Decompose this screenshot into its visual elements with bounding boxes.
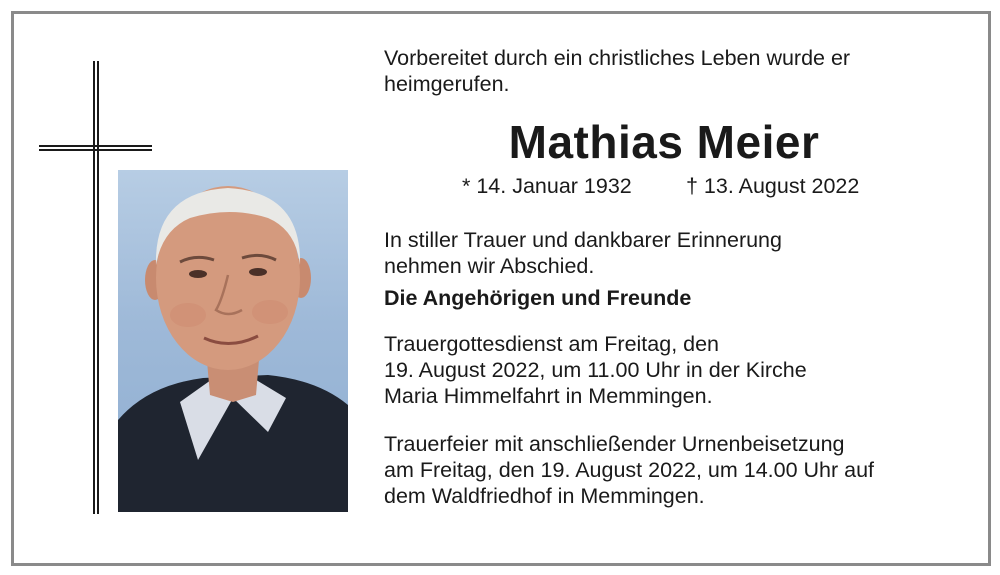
burial-line: am Freitag, den 19. August 2022, um 14.00 Uhr auf (384, 458, 875, 482)
portrait-photo (118, 170, 348, 512)
family-signature: Die Angehörigen und Freunde (384, 286, 692, 310)
burial-line: Trauerfeier mit anschließender Urnenbeisetzung (384, 432, 845, 456)
intro-line: heimgerufen. (384, 72, 510, 96)
intro-text (384, 45, 974, 97)
mourning-line: In stiller Trauer und dankbarer Erinnerung (384, 228, 782, 252)
cross-icon (96, 61, 98, 514)
service-text (384, 331, 974, 409)
service-line: Trauergottesdienst am Freitag, den (384, 332, 720, 356)
service-line: 19. August 2022, um 11.00 Uhr in der Kirche (384, 358, 807, 382)
death-date: † 13. August 2022 (686, 174, 860, 198)
intro-line: Vorbereitet durch ein christliches Leben wurde er (384, 46, 851, 70)
birth-date: * 14. Januar 1932 (462, 174, 632, 198)
cross-icon-bar (39, 145, 152, 151)
burial-line: dem Waldfriedhof in Memmingen. (384, 484, 705, 508)
mourning-line: nehmen wir Abschied. (384, 254, 595, 278)
burial-text (384, 431, 974, 509)
mourning-text (384, 227, 974, 279)
service-line: Maria Himmelfahrt in Memmingen. (384, 384, 713, 408)
deceased-name: Mathias Meier (508, 116, 820, 168)
